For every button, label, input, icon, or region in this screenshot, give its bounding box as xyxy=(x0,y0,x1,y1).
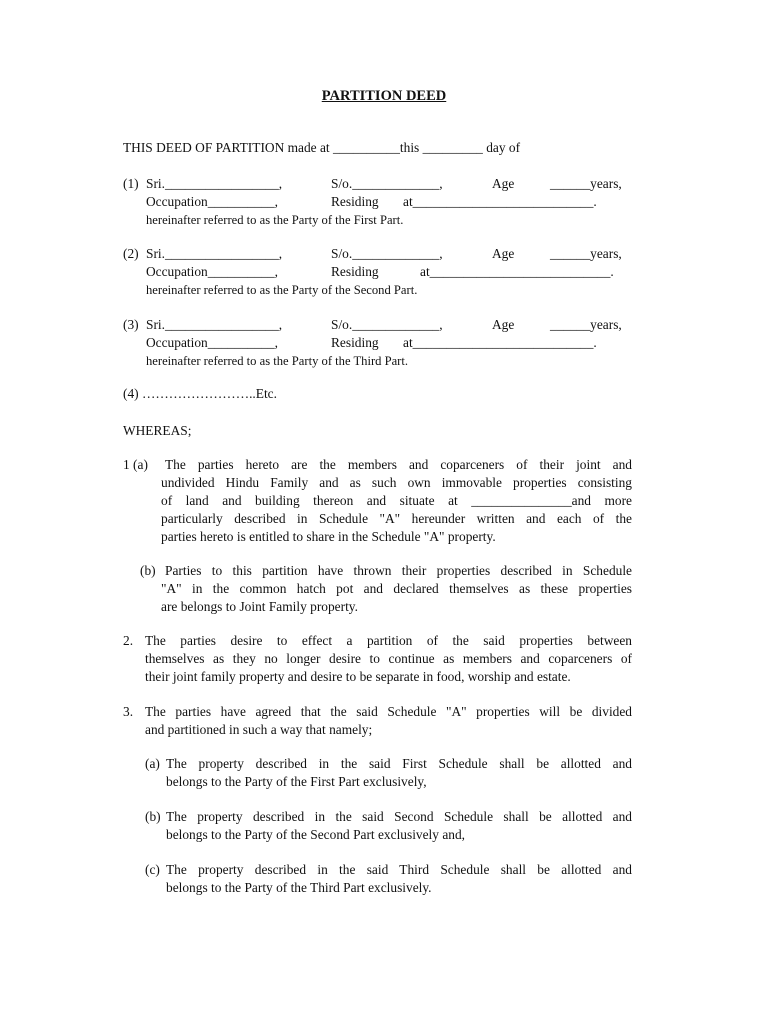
party-years-field: ______years, xyxy=(550,317,622,332)
party-referred-text: hereinafter referred to as the Party of the Second Part. xyxy=(146,283,418,297)
party-sri-field: Sri._________________, xyxy=(146,246,283,261)
party-years-field: ______years, xyxy=(550,176,622,191)
clause-1a-label: 1 (a) xyxy=(123,457,148,472)
party-occupation-field: Occupation__________, xyxy=(146,194,279,209)
party-residing-label: Residing xyxy=(331,264,379,279)
clause-line: belongs to the Party of the Second Part exclusively and, xyxy=(166,827,465,842)
party-number: (1) xyxy=(123,176,139,191)
clause-1b-label: (b) xyxy=(140,563,156,578)
party-at-field: at___________________________. xyxy=(403,335,597,350)
clause-line: are belongs to Joint Family property. xyxy=(161,599,358,614)
clause-1a-text xyxy=(161,456,632,546)
party-residing-label: Residing xyxy=(331,335,379,350)
clause-line: "A" in the common hatch pot and declared themselves as these properties xyxy=(161,581,632,596)
party-sri-field: Sri._________________, xyxy=(146,317,283,332)
clause-line: The parties have agreed that the said Schedule "A" properties will be divided xyxy=(145,704,632,719)
clause-3-text xyxy=(145,703,632,739)
clause-line: their joint family property and desire to be separate in food, worship and estate. xyxy=(145,669,571,684)
party-at-field: at___________________________. xyxy=(403,194,597,209)
party-number: (3) xyxy=(123,317,139,332)
party-occupation-field: Occupation__________, xyxy=(146,335,279,350)
clause-line: The property described in the said First Schedule shall be allotted and xyxy=(166,756,632,771)
whereas-heading: WHEREAS; xyxy=(123,423,192,438)
party-so-field: S/o._____________, xyxy=(331,176,443,191)
clause-3c-label: (c) xyxy=(145,862,160,877)
intro-line: THIS DEED OF PARTITION made at __________this _________ day of xyxy=(123,140,521,155)
party-so-field: S/o._____________, xyxy=(331,246,443,261)
clause-line: Parties to this partition have thrown their properties described in Schedule xyxy=(165,563,632,578)
party-sri-field: Sri._________________, xyxy=(146,176,283,191)
party-years-field: ______years, xyxy=(550,246,622,261)
party-age-label: Age xyxy=(492,246,515,261)
clause-line: belongs to the Party of the Third Part exclusively. xyxy=(166,880,432,895)
clause-3b-text xyxy=(166,808,632,844)
clause-3c-text xyxy=(166,861,632,897)
clause-3-label: 3. xyxy=(123,704,134,719)
clause-3a-text xyxy=(166,755,632,791)
clause-line: The property described in the said Third Schedule shall be allotted and xyxy=(166,862,632,877)
clause-2-text xyxy=(145,632,632,686)
clause-line: themselves as they no longer desire to continue as members and coparceners of xyxy=(145,651,632,666)
party-number: (2) xyxy=(123,246,139,261)
deed-title: PARTITION DEED xyxy=(321,88,447,104)
clause-line: particularly described in Schedule "A" hereunder written and each of the xyxy=(161,511,632,526)
clause-line: The parties desire to effect a partition of the said properties between xyxy=(145,633,632,648)
party-4-line: (4) ……………………..Etc. xyxy=(123,386,277,401)
clause-3b-label: (b) xyxy=(145,809,161,824)
clause-line: belongs to the Party of the First Part exclusively, xyxy=(166,774,427,789)
party-referred-text: hereinafter referred to as the Party of the Third Part. xyxy=(146,354,409,368)
party-referred-text: hereinafter referred to as the Party of the First Part. xyxy=(146,213,404,227)
clause-1b-text xyxy=(161,562,632,616)
party-age-label: Age xyxy=(492,317,515,332)
clause-3a-label: (a) xyxy=(145,756,160,771)
party-at-field: at___________________________. xyxy=(420,264,614,279)
clause-line: parties hereto is entitled to share in the Schedule "A" property. xyxy=(161,529,496,544)
party-occupation-field: Occupation__________, xyxy=(146,264,279,279)
clause-2-label: 2. xyxy=(123,633,134,648)
clause-line: The parties hereto are the members and coparceners of their joint and xyxy=(165,457,632,472)
party-so-field: S/o._____________, xyxy=(331,317,443,332)
party-residing-label: Residing xyxy=(331,194,379,209)
party-age-label: Age xyxy=(492,176,515,191)
clause-line: undivided Hindu Family and as such own immovable properties consisting xyxy=(161,475,632,490)
clause-line: The property described in the said Second Schedule shall be allotted and xyxy=(166,809,632,824)
clause-line: and partitioned in such a way that namely; xyxy=(145,722,373,737)
clause-line: of land and building thereon and situate at _______________and more xyxy=(161,493,632,508)
